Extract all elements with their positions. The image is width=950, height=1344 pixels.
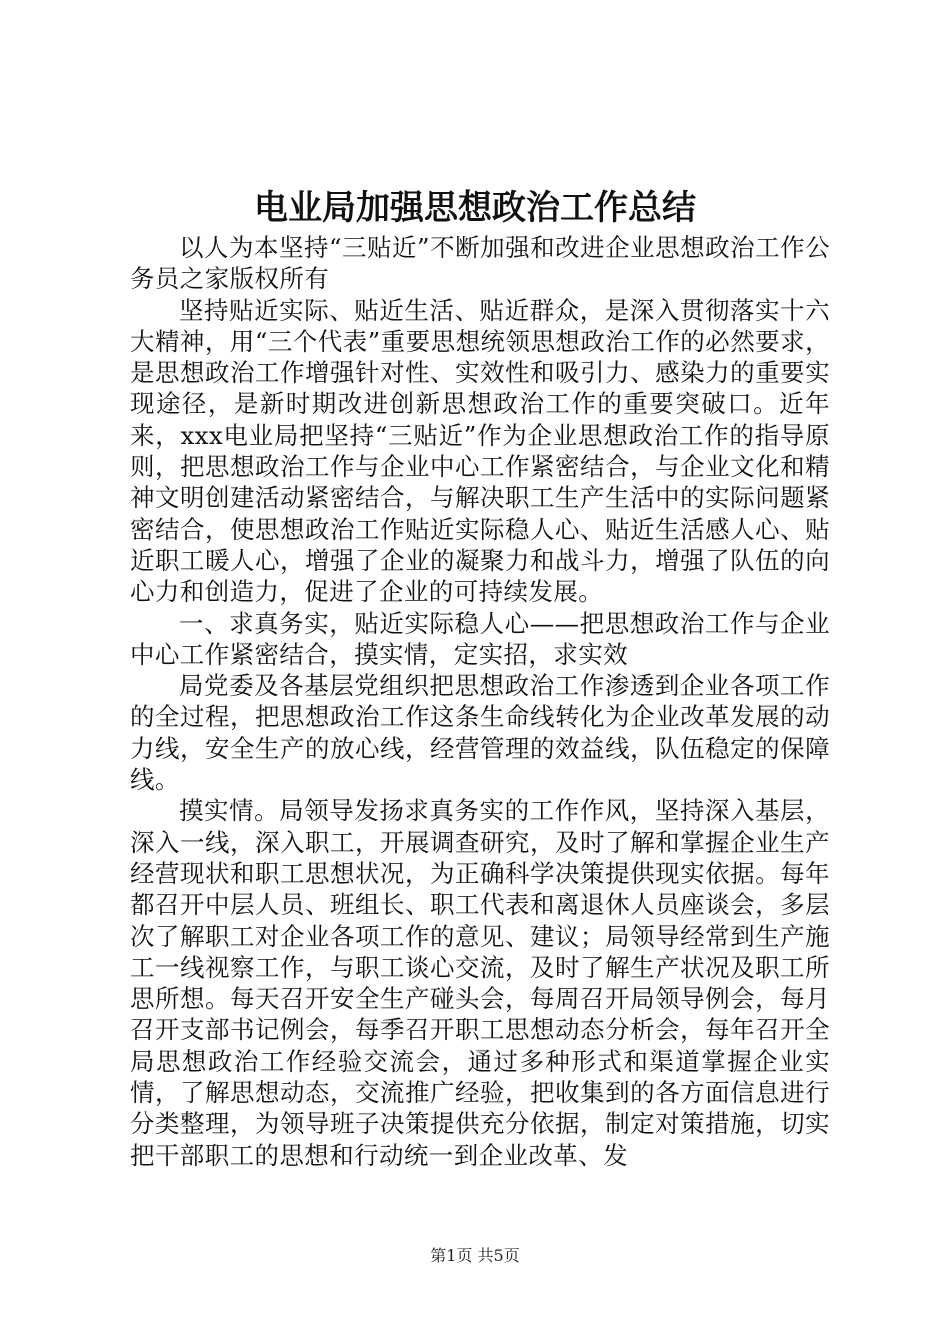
document-title: 电业局加强思想政治工作总结 xyxy=(254,188,696,228)
paragraph-section-one-heading: 一、求真务实，贴近实际稳人心——把思想政治工作与企业中心工作紧密结合，摸实情，定实招，求实效 xyxy=(130,608,830,669)
paragraph-intro: 坚持贴近实际、贴近生活、贴近群众，是深入贯彻落实十六大精神，用“三个代表”重要思想统领思想政治工作的必然要求，是思想政治工作增强针对性、实效性和吸引力、感染力的重要实现途径，是新时期改进创新思想政治工作的重要突破口。近年来，xxx电业局把坚持“三贴近”作为企业思想政治工作的指导原则，把思想政治工作与企业中心工作紧密结合，与企业文化和精神文明创建活动紧密结合，与解决职工生产生活中的实际问题紧密结合，使思想政治工作贴近实际稳人心、贴近生活感人心、贴近职工暖人心，增强了企业的凝聚力和战斗力，增强了队伍的向心力和创造力，促进了企业的可持续发展。 xyxy=(130,295,830,607)
document-body xyxy=(130,232,830,1171)
paragraph-mo-shi-qing: 摸实情。局领导发扬求真务实的工作作风，坚持深入基层，深入一线，深入职工，开展调查研究，及时了解和掌握企业生产经营现状和职工思想状况，为正确科学决策提供现实依据。每年都召开中层人员、班组长、职工代表和离退休人员座谈会，多层次了解职工对企业各项工作的意见、建议；局领导经常到生产施工一线视察工作，与职工谈心交流，及时了解生产状况及职工所思所想。每天召开安全生产碰头会，每周召开局领导例会，每月召开支部书记例会，每季召开职工思想动态分析会，每年召开全局思想政治工作经验交流会，通过多种形式和渠道掌握企业实情，了解思想动态，交流推广经验，把收集到的各方面信息进行分类整理，为领导班子决策提供充分依据，制定对策措施，切实把干部职工的思想和行动统一到企业改革、发 xyxy=(130,796,830,1170)
paragraph-section-one-body: 局党委及各基层党组织把思想政治工作渗透到企业各项工作的全过程，把思想政治工作这条生命线转化为企业改革发展的动力线，安全生产的放心线，经营管理的效益线，队伍稳定的保障线。 xyxy=(130,671,830,795)
paragraph-heading-line: 以人为本坚持“三贴近”不断加强和改进企业思想政治工作公务员之家版权所有 xyxy=(130,233,830,294)
page-footer: 第1页 共5页 xyxy=(430,1246,520,1265)
